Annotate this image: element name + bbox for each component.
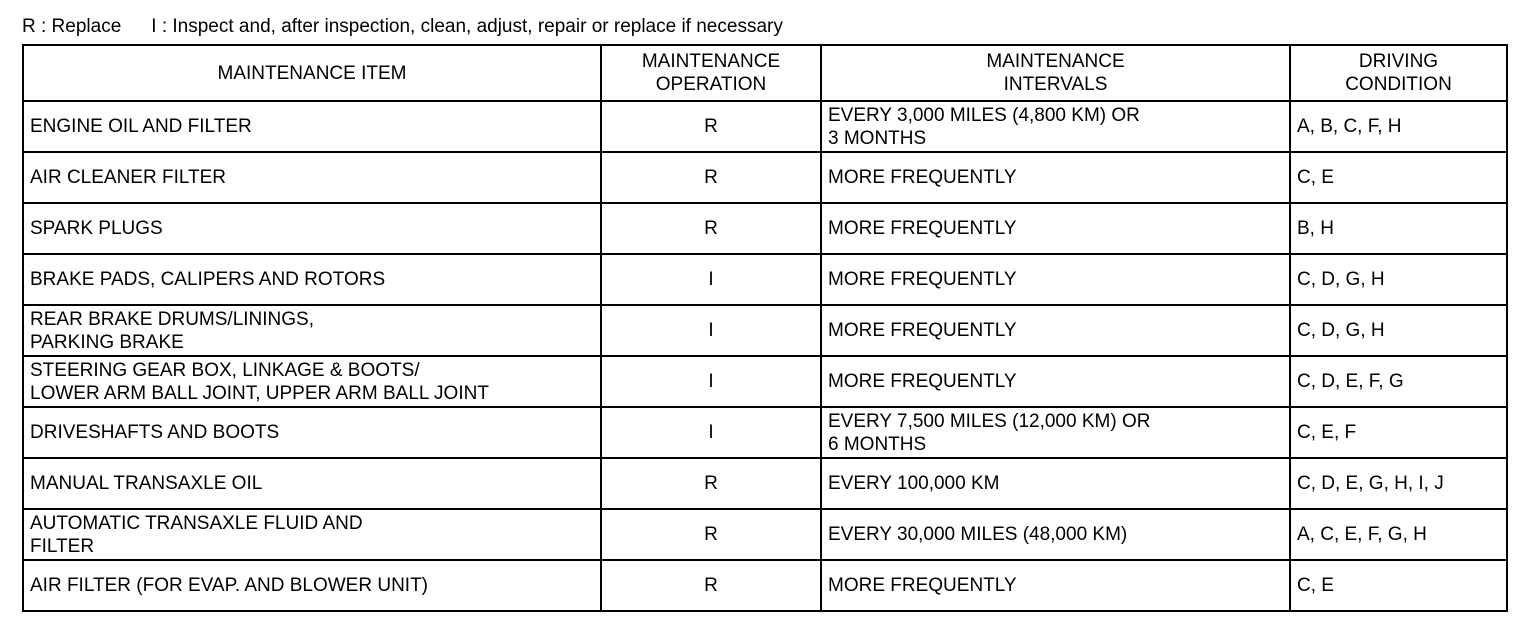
- maintenance-item-cell: AIR CLEANER FILTER: [23, 152, 601, 203]
- driving-condition-cell: C, D, E, F, G: [1290, 356, 1507, 407]
- maintenance-interval-cell: EVERY 100,000 KM: [821, 458, 1290, 509]
- maintenance-schedule-table: [22, 44, 1508, 612]
- maintenance-operation-cell: R: [601, 152, 821, 203]
- maintenance-operation-cell: R: [601, 509, 821, 560]
- table-row: [23, 458, 1507, 509]
- maintenance-item-cell: DRIVESHAFTS AND BOOTS: [23, 407, 601, 458]
- table-row: [23, 203, 1507, 254]
- maintenance-operation-cell: R: [601, 203, 821, 254]
- header-row: [23, 45, 1507, 101]
- driving-condition-cell: C, E: [1290, 560, 1507, 611]
- maintenance-operation-cell: R: [601, 560, 821, 611]
- maintenance-operation-cell: I: [601, 356, 821, 407]
- driving-condition-cell: A, C, E, F, G, H: [1290, 509, 1507, 560]
- maintenance-item-cell: ENGINE OIL AND FILTER: [23, 101, 601, 152]
- maintenance-item-cell: REAR BRAKE DRUMS/LININGS, PARKING BRAKE: [23, 305, 601, 356]
- legend-inspect: I : Inspect and, after inspection, clean, adjust, repair or replace if necessary: [151, 16, 783, 37]
- legend: [22, 16, 783, 38]
- maintenance-interval-cell: MORE FREQUENTLY: [821, 152, 1290, 203]
- maintenance-item-cell: BRAKE PADS, CALIPERS AND ROTORS: [23, 254, 601, 305]
- driving-condition-cell: A, B, C, F, H: [1290, 101, 1507, 152]
- table-row: [23, 305, 1507, 356]
- maintenance-operation-cell: I: [601, 305, 821, 356]
- maintenance-interval-cell: EVERY 3,000 MILES (4,800 KM) OR 3 MONTHS: [821, 101, 1290, 152]
- maintenance-item-cell: MANUAL TRANSAXLE OIL: [23, 458, 601, 509]
- table-row: [23, 152, 1507, 203]
- maintenance-operation-cell: R: [601, 101, 821, 152]
- maintenance-operation-cell: R: [601, 458, 821, 509]
- maintenance-interval-cell: EVERY 30,000 MILES (48,000 KM): [821, 509, 1290, 560]
- table-row: [23, 560, 1507, 611]
- maintenance-interval-cell: MORE FREQUENTLY: [821, 203, 1290, 254]
- table-row: [23, 254, 1507, 305]
- maintenance-item-cell: STEERING GEAR BOX, LINKAGE & BOOTS/ LOWER ARM BALL JOINT, UPPER ARM BALL JOINT: [23, 356, 601, 407]
- table-row: [23, 356, 1507, 407]
- table-row: [23, 509, 1507, 560]
- header-maintenance-intervals: MAINTENANCE INTERVALS: [821, 45, 1290, 101]
- header-maintenance-operation: MAINTENANCE OPERATION: [601, 45, 821, 101]
- header-maintenance-item: MAINTENANCE ITEM: [23, 45, 601, 101]
- driving-condition-cell: B, H: [1290, 203, 1507, 254]
- maintenance-interval-cell: MORE FREQUENTLY: [821, 305, 1290, 356]
- legend-replace: R : Replace: [22, 16, 122, 37]
- maintenance-interval-cell: MORE FREQUENTLY: [821, 560, 1290, 611]
- maintenance-item-cell: AIR FILTER (FOR EVAP. AND BLOWER UNIT): [23, 560, 601, 611]
- driving-condition-cell: C, E, F: [1290, 407, 1507, 458]
- table-row: [23, 101, 1507, 152]
- maintenance-item-cell: SPARK PLUGS: [23, 203, 601, 254]
- header-driving-condition: DRIVING CONDITION: [1290, 45, 1507, 101]
- driving-condition-cell: C, D, G, H: [1290, 305, 1507, 356]
- maintenance-interval-cell: MORE FREQUENTLY: [821, 254, 1290, 305]
- driving-condition-cell: C, D, G, H: [1290, 254, 1507, 305]
- maintenance-operation-cell: I: [601, 407, 821, 458]
- table-row: [23, 407, 1507, 458]
- maintenance-item-cell: AUTOMATIC TRANSAXLE FLUID AND FILTER: [23, 509, 601, 560]
- driving-condition-cell: C, D, E, G, H, I, J: [1290, 458, 1507, 509]
- maintenance-interval-cell: EVERY 7,500 MILES (12,000 KM) OR 6 MONTHS: [821, 407, 1290, 458]
- maintenance-operation-cell: I: [601, 254, 821, 305]
- maintenance-interval-cell: MORE FREQUENTLY: [821, 356, 1290, 407]
- driving-condition-cell: C, E: [1290, 152, 1507, 203]
